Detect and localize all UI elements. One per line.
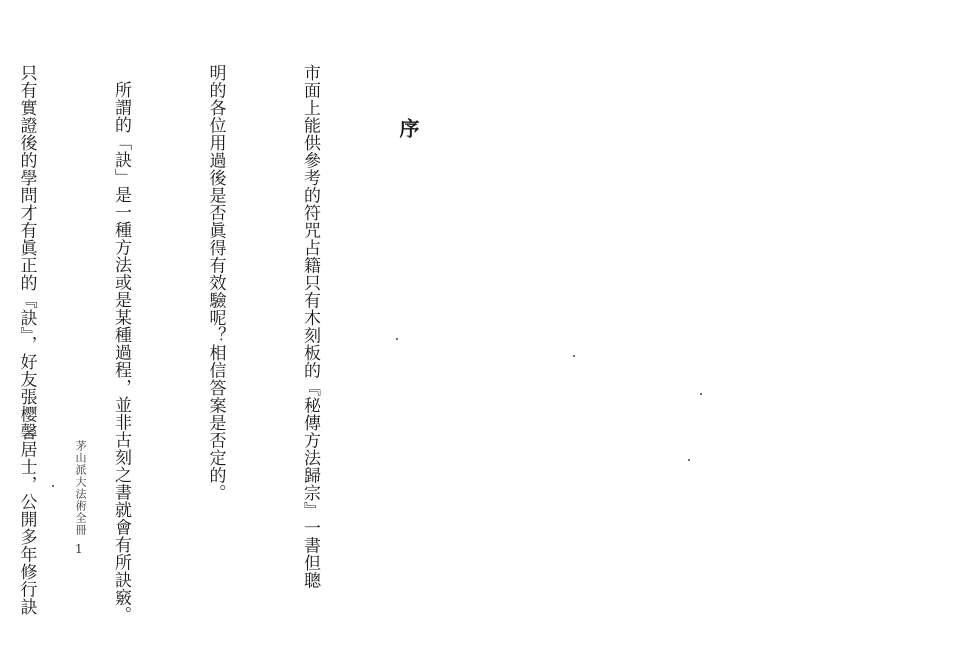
scan-speck xyxy=(52,485,54,487)
scan-speck xyxy=(700,393,702,395)
page-title: 序 xyxy=(396,118,420,138)
text-column: 只有實證後的學問才有眞正的『訣』，好友張樱馨居士，公開多年修行訣 xyxy=(16,64,37,616)
preface-body xyxy=(0,64,388,624)
text-column: 所謂的「訣」是一種方法或是某種過程，並非古刻之書就會有所訣竅。 xyxy=(111,81,131,624)
text-column: 明的各位用過後是否眞得有效驗呢？相信答案是否定的。 xyxy=(205,64,226,502)
scan-speck xyxy=(688,459,690,461)
footer-book-title: 茅山派大法術全冊 xyxy=(74,440,87,536)
scan-speck xyxy=(396,338,398,340)
footer-page-number: 1 xyxy=(75,542,83,556)
scan-speck xyxy=(573,355,575,357)
text-column: 市面上能供參考的符咒占籍只有木刻板的『秘傳方法歸宗』一書但聰 xyxy=(300,64,320,589)
